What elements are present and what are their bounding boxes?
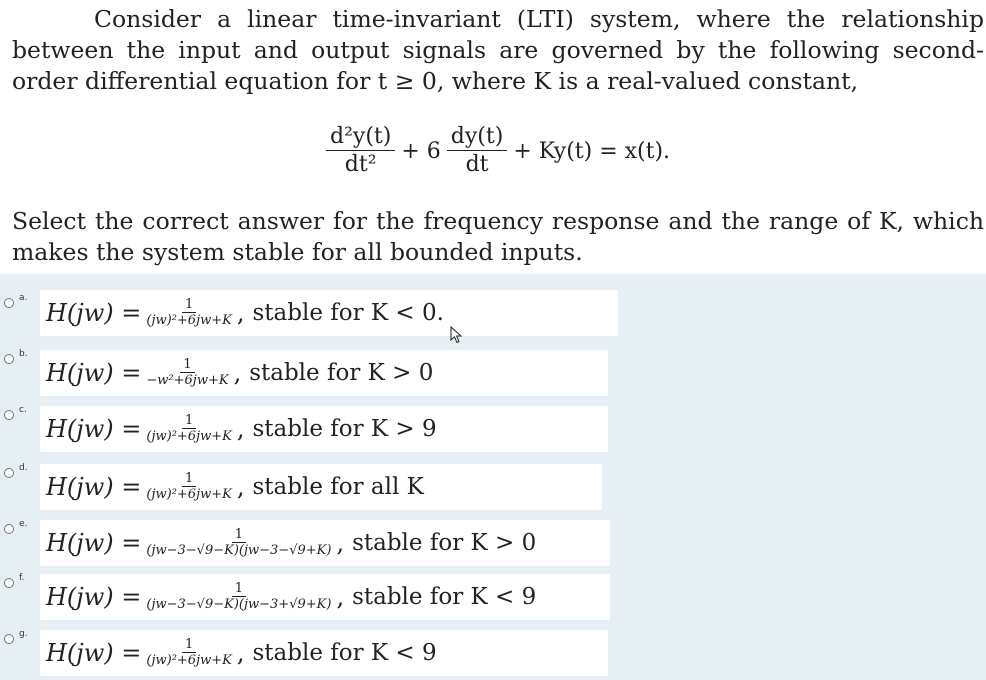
question-paragraph: Consider a linear time-invariant (LTI) system, where the relationship between the input and output signals are governed by the following second-order differential equation for t ≥ 0, where K is a real-valued constant, [12,5,984,95]
fraction-numerator: 1 [182,298,196,313]
transfer-function-lhs: H(jw) = [46,639,142,667]
option-a[interactable] [0,290,986,340]
option-content[interactable]: H(jw) = $\frac{1}{\text{(jw)²+6jw+K}}$ , stable for K < 0. [40,290,618,336]
fraction-numerator: 1 [232,582,246,597]
radio-button[interactable] [4,524,14,534]
instruction-text: Select the correct answer for the frequency response and the range of K, which makes the system stable for all bounded inputs. [12,207,984,266]
option-content[interactable]: H(jw) = $\frac{1}{\text{(jw)²+6jw+K}}$ , stable for all K [40,464,602,510]
stability-condition: stable for K < 9 [352,584,537,610]
fraction-numerator: 1 [182,414,196,429]
equation-coefficient: + 6 [401,138,441,164]
option-content[interactable]: H(jw) = $\frac{1}{\text{−w²+6jw+K}}$ , stable for K > 0 [40,350,608,396]
option-content[interactable]: H(jw) = $\frac{1}{(jw-3-√9-K)(jw-3+√9+K)}$ , stable for K < 9 [40,574,610,620]
second-derivative-fraction [326,124,395,179]
stability-condition: stable for K > 0 [249,360,434,386]
option-letter: e. [19,519,28,529]
transfer-function-fraction [143,414,234,445]
radio-button[interactable] [4,298,14,308]
radio-button[interactable] [4,468,14,478]
fraction-denominator: dt² [344,151,377,177]
fraction-numerator: 1 [232,528,246,543]
fraction-denominator: −w²+6jw+K [146,372,229,388]
stability-condition: stable for K < 0. [252,300,444,326]
option-letter: f. [19,573,25,583]
radio-button[interactable] [4,354,14,364]
mouse-cursor-icon [450,326,464,344]
differential-equation [324,120,674,182]
transfer-function-lhs: H(jw) = [46,415,142,443]
transfer-function-fraction [143,358,231,389]
option-content[interactable]: H(jw) = $\frac{1}{\text{(jw)²+6jw+K}}$ , stable for K < 9 [40,630,608,676]
option-letter: c. [19,405,27,415]
option-f[interactable] [0,570,986,620]
radio-button[interactable] [4,410,14,420]
option-content[interactable]: H(jw) = $\frac{1}{(jw-3-√9-K)(jw-3-√9+K)}$ , stable for K > 0 [40,520,610,566]
stability-condition: stable for all K [252,474,424,500]
first-derivative-fraction [447,124,508,179]
transfer-function-fraction [143,528,334,559]
radio-button[interactable] [4,578,14,588]
option-c[interactable] [0,402,986,452]
fraction-denominator: (jw−3−√9−K)(jw−3+√9+K) [146,596,332,612]
transfer-function-lhs: H(jw) = [46,299,142,327]
transfer-function-lhs: H(jw) = [46,583,142,611]
transfer-function-fraction [143,472,234,503]
answer-options [0,274,986,680]
fraction-denominator: (jw)²+6jw+K [146,486,232,502]
fraction-denominator: (jw)²+6jw+K [146,428,232,444]
fraction-numerator: 1 [182,638,196,653]
equation-remainder: + Ky(t) = x(t). [513,138,671,164]
option-b[interactable] [0,346,986,396]
transfer-function-lhs: H(jw) = [46,529,142,557]
option-letter: g. [19,629,28,639]
option-letter: b. [19,349,28,359]
fraction-numerator: 1 [180,358,194,373]
stability-condition: stable for K < 9 [252,640,437,666]
transfer-function-fraction [143,582,334,613]
option-e[interactable] [0,516,986,566]
fraction-numerator: 1 [182,472,196,487]
transfer-function-fraction [143,298,234,329]
option-letter: d. [19,463,28,473]
option-letter: a. [19,293,28,303]
radio-button[interactable] [4,634,14,644]
fraction-numerator: dy(t) [447,124,508,151]
fraction-denominator: (jw−3−√9−K)(jw−3−√9+K) [146,542,332,558]
stability-condition: stable for K > 0 [352,530,537,556]
transfer-function-fraction [143,638,234,669]
fraction-denominator: dt [465,151,489,177]
transfer-function-lhs: H(jw) = [46,359,142,387]
fraction-numerator: d²y(t) [326,124,395,151]
fraction-denominator: (jw)²+6jw+K [146,312,232,328]
stability-condition: stable for K > 9 [252,416,437,442]
option-d[interactable] [0,460,986,510]
option-g[interactable] [0,626,986,676]
option-content[interactable]: H(jw) = $\frac{1}{\text{(jw)²+6jw+K}}$ , stable for K > 9 [40,406,608,452]
fraction-denominator: (jw)²+6jw+K [146,652,232,668]
transfer-function-lhs: H(jw) = [46,473,142,501]
question-text [12,4,984,97]
